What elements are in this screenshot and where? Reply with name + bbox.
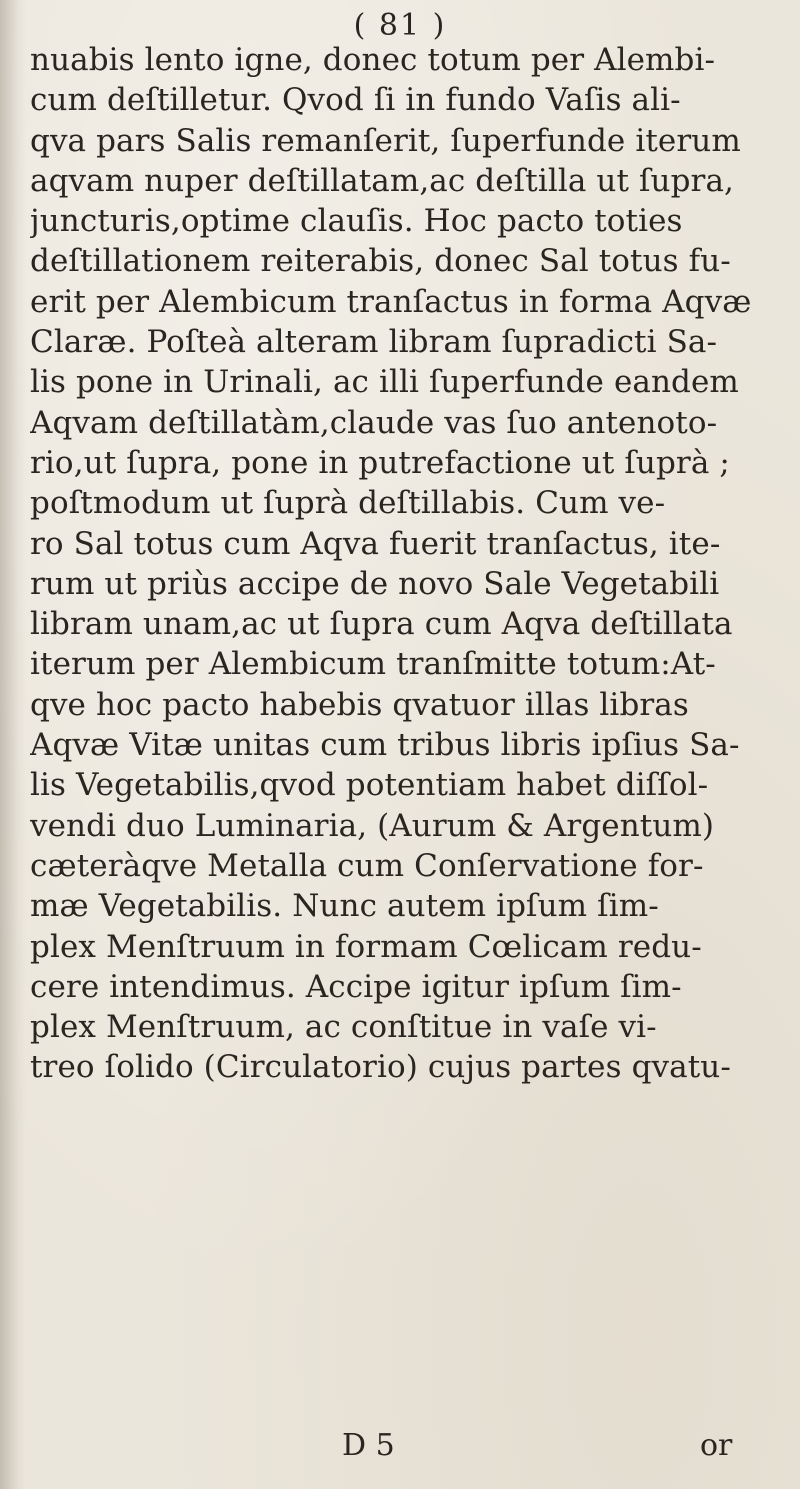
text-line: libram unam,ac ut ſupra cum Aqva deſtillata <box>30 606 733 643</box>
text-line: rum ut priùs accipe de novo Sale Vegetabili <box>30 565 720 602</box>
text-line: lis pone in Urinali, ac illi ſuperfunde eandem <box>30 364 739 401</box>
page-number: ( 81 ) <box>353 8 447 43</box>
text-line: plex Menſtruum, ac conſtitue in vaſe vi- <box>30 1009 657 1046</box>
text-line: ro Sal totus cum Aqva fuerit tranſactus, ite- <box>30 525 721 562</box>
text-line: Aqvam deſtillatàm,claude vas ſuo antenoto- <box>30 404 718 441</box>
signature-mark: D 5 <box>342 1428 395 1463</box>
text-line: cere intendimus. Accipe igitur ipſum ſim- <box>30 968 682 1005</box>
text-line: qva pars Salis remanſerit, ſuperfunde iterum <box>30 122 741 159</box>
text-line: vendi duo Luminaria, (Aurum & Argentum) <box>30 807 715 844</box>
text-line: plex Menſtruum in formam Cœlicam redu- <box>30 928 702 965</box>
text-line: qve hoc pacto habebis qvatuor illas libras <box>30 686 689 723</box>
gutter-shadow <box>0 0 26 1489</box>
text-line: cum deſtilletur. Qvod ſi in fundo Vaſis ali- <box>30 82 681 119</box>
text-line: aqvam nuper deſtillatam,ac deſtilla ut ſupra, <box>30 162 735 199</box>
text-line: erit per Alembicum tranſactus in forma Aqvæ <box>30 283 752 320</box>
page-footer <box>0 1428 800 1472</box>
catchword: or <box>700 1428 733 1463</box>
text-line: mæ Vegetabilis. Nunc autem ipſum ſim- <box>30 888 659 925</box>
text-line: nuabis lento igne, donec totum per Alembi- <box>30 42 716 78</box>
text-line: iterum per Alembicum tranſmitte totum:At- <box>30 646 716 683</box>
text-line: cæteràqve Metalla cum Conſervatione for- <box>30 847 704 884</box>
text-line: Aqvæ Vitæ unitas cum tribus libris ipſius Sa- <box>30 727 740 764</box>
text-line: deſtillationem reiterabis, donec Sal totus fu- <box>30 243 731 280</box>
text-line: Claræ. Poſteà alteram libram ſupradicti Sa- <box>30 324 718 361</box>
body-text <box>30 40 800 1088</box>
text-line: rio,ut ſupra, pone in putrefactione ut ſuprà ; <box>30 444 730 481</box>
text-line: juncturis,optime clauſis. Hoc pacto toties <box>30 203 683 240</box>
text-line: treo ſolido (Circulatorio) cujus partes qvatu- <box>30 1049 731 1086</box>
text-line: lis Vegetabilis,qvod potentiam habet diſſol- <box>30 767 709 804</box>
text-line: poſtmodum ut ſuprà deſtillabis. Cum ve- <box>30 485 666 522</box>
